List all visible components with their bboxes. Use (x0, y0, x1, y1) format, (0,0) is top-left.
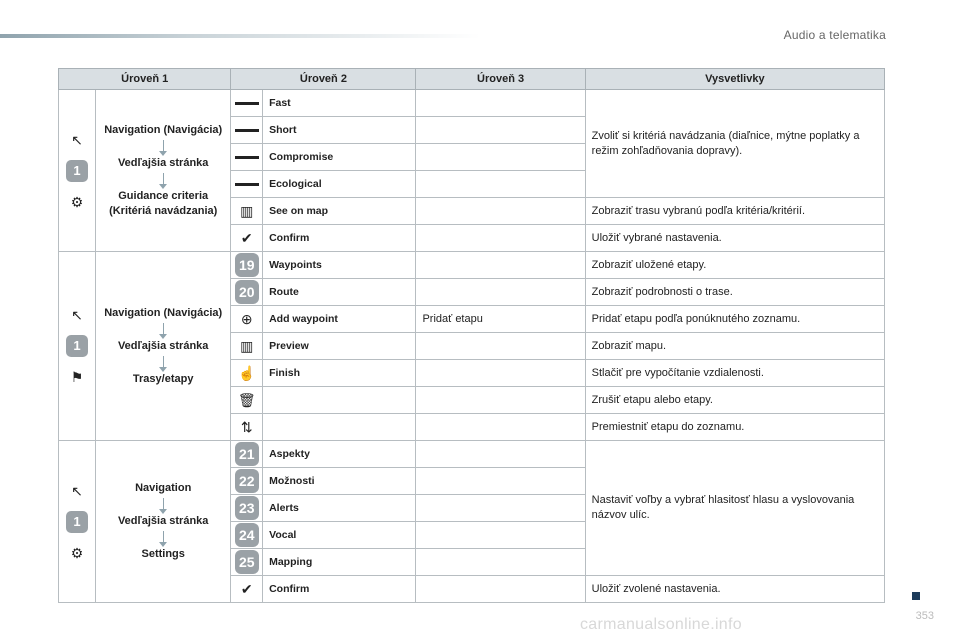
option-label: Aspekty (263, 441, 416, 468)
option-label (263, 414, 416, 441)
explanation-cell: Stlačiť pre vypočítanie vzdialenosti. (585, 360, 884, 387)
map-icon: ▥ (240, 337, 254, 354)
number-badge-icon: 24 (235, 523, 259, 547)
col-header-level3: Úroveň 3 (416, 69, 585, 90)
section-title: Audio a telematika (783, 28, 886, 42)
down-arrow-icon (163, 531, 164, 545)
level2-title: Navigation (Navigácia) (104, 123, 223, 136)
option-bar-icon (235, 102, 259, 105)
step-badge: 1 (66, 160, 88, 182)
navigation-arrow-icon: ↖ (71, 307, 83, 323)
explanation-cell: Zobraziť uložené etapy. (585, 252, 884, 279)
option-label: Ecological (263, 171, 416, 198)
option-label: Mapping (263, 549, 416, 576)
level3-cell (416, 144, 585, 171)
table-row (59, 252, 885, 279)
explanation-cell: Uložiť zvolené nastavenia. (585, 576, 884, 603)
settings-gear-icon: ⚙ (70, 544, 84, 561)
table-row (59, 90, 885, 117)
level3-cell (416, 171, 585, 198)
page-number: 353 (915, 610, 934, 622)
number-badge-icon: 20 (235, 280, 259, 304)
number-badge-icon: 19 (235, 253, 259, 277)
option-icon-cell (231, 333, 263, 360)
level2-cell (96, 441, 231, 603)
table-header-row (59, 69, 885, 90)
explanation-cell: Nastaviť voľby a vybrať hlasitosť hlasu a vyslovovania názvov ulíc. (585, 441, 884, 576)
option-label: Confirm (263, 225, 416, 252)
checkmark-icon: ✔ (240, 229, 253, 246)
level1-cell (59, 90, 96, 252)
watermark: carmanualsonline.info (580, 616, 742, 633)
level3-cell (416, 522, 585, 549)
level2-target: Trasy/etapy (132, 372, 194, 385)
level3-cell (416, 360, 585, 387)
explanation-cell: Zobraziť podrobnosti o trase. (585, 279, 884, 306)
page-corner-mark (912, 592, 920, 600)
settings-gear-icon: ⚙ (70, 193, 84, 210)
level2-subpage: Vedľajšia stránka (117, 515, 209, 527)
level3-cell (416, 225, 585, 252)
option-label: Confirm (263, 576, 416, 603)
option-label: Fast (263, 90, 416, 117)
level3-cell (416, 198, 585, 225)
level3-cell (416, 441, 585, 468)
option-icon-cell (231, 549, 263, 576)
explanation-cell: Pridať etapu podľa ponúknutého zoznamu. (585, 306, 884, 333)
option-icon-cell (231, 441, 263, 468)
option-icon-cell (231, 171, 263, 198)
col-header-explanations: Vysvetlivky (585, 69, 884, 90)
option-icon-cell (231, 252, 263, 279)
option-label: Short (263, 117, 416, 144)
down-arrow-icon (163, 498, 164, 512)
explanation-cell: Zobraziť mapu. (585, 333, 884, 360)
option-icon-cell (231, 144, 263, 171)
option-label: See on map (263, 198, 416, 225)
navigation-arrow-icon: ↖ (71, 482, 83, 499)
explanation-cell: Zrušiť etapu alebo etapy. (585, 387, 884, 414)
explanation-cell: Zobraziť trasu vybranú podľa kritéria/kritérií. (585, 198, 884, 225)
level2-cell (96, 90, 231, 252)
down-arrow-icon (163, 173, 164, 187)
option-icon-cell (231, 198, 263, 225)
step-badge: 1 (66, 511, 88, 533)
map-icon: ▥ (240, 202, 254, 219)
option-label: Compromise (263, 144, 416, 171)
level2-subpage: Vedľajšia stránka (117, 156, 209, 169)
table-row (59, 441, 885, 468)
option-icon-cell (231, 522, 263, 549)
number-badge-icon: 21 (235, 442, 259, 466)
level3-cell (416, 252, 585, 279)
level3-cell (416, 495, 585, 522)
add-circle-icon: ⊕ (240, 310, 253, 327)
option-icon-cell (231, 90, 263, 117)
down-arrow-icon (163, 323, 164, 337)
col-header-level1: Úroveň 1 (59, 69, 231, 90)
navigation-arrow-icon: ↖ (71, 131, 83, 148)
number-badge-icon: 25 (235, 550, 259, 574)
level3-cell (416, 576, 585, 603)
option-icon-cell (231, 117, 263, 144)
option-label: Vocal (263, 522, 416, 549)
level2-title: Navigation (135, 482, 192, 494)
level3-cell (416, 279, 585, 306)
option-bar-icon (235, 183, 259, 186)
option-icon-cell (231, 387, 263, 414)
down-arrow-icon (163, 356, 164, 370)
number-badge-icon: 22 (235, 469, 259, 493)
option-icon-cell (231, 306, 263, 333)
explanation-cell: Uložiť vybrané nastavenia. (585, 225, 884, 252)
level2-title: Navigation (Navigácia) (104, 306, 223, 319)
option-icon-cell (231, 360, 263, 387)
level3-cell (416, 333, 585, 360)
route-pin-icon: ⚑ (70, 369, 84, 385)
option-label: Finish (263, 360, 416, 387)
explanation-cell: Zvoliť si kritériá navádzania (diaľnice, mýtne poplatky a režim zohľadňovania dopravy). (585, 90, 884, 198)
step-badge: 1 (66, 335, 88, 357)
option-bar-icon (235, 129, 259, 132)
option-bar-icon (235, 156, 259, 159)
option-label (263, 387, 416, 414)
top-accent-bar (0, 34, 480, 38)
level3-cell: Pridať etapu (416, 306, 585, 333)
option-label: Možnosti (263, 468, 416, 495)
option-icon-cell (231, 225, 263, 252)
col-header-level2: Úroveň 2 (231, 69, 416, 90)
option-icon-cell (231, 576, 263, 603)
checkmark-icon: ✔ (240, 580, 253, 597)
down-arrow-icon (163, 140, 164, 154)
level3-cell (416, 414, 585, 441)
level3-cell (416, 90, 585, 117)
level3-cell (416, 468, 585, 495)
option-icon-cell (231, 414, 263, 441)
option-label: Add waypoint (263, 306, 416, 333)
number-badge-icon: 23 (235, 496, 259, 520)
level2-cell (96, 252, 231, 441)
level2-subpage: Vedľajšia stránka (117, 339, 209, 352)
level3-cell (416, 549, 585, 576)
level3-cell (416, 117, 585, 144)
option-icon-cell (231, 495, 263, 522)
trash-icon: 🗑 (237, 391, 256, 408)
option-icon-cell (231, 279, 263, 306)
move-updown-icon: ⇅ (240, 418, 253, 435)
menu-table (58, 68, 885, 603)
hand-pointer-icon: ☝ (238, 364, 256, 381)
explanation-cell: Premiestniť etapu do zoznamu. (585, 414, 884, 441)
level2-target: Settings (141, 548, 185, 560)
level3-cell (416, 387, 585, 414)
option-label: Waypoints (263, 252, 416, 279)
level1-cell (59, 252, 96, 441)
level2-target: Guidance criteria (Kritériá navádzania) (109, 189, 218, 217)
option-icon-cell (231, 468, 263, 495)
option-label: Route (263, 279, 416, 306)
option-label: Alerts (263, 495, 416, 522)
level1-cell (59, 441, 96, 603)
option-label: Preview (263, 333, 416, 360)
